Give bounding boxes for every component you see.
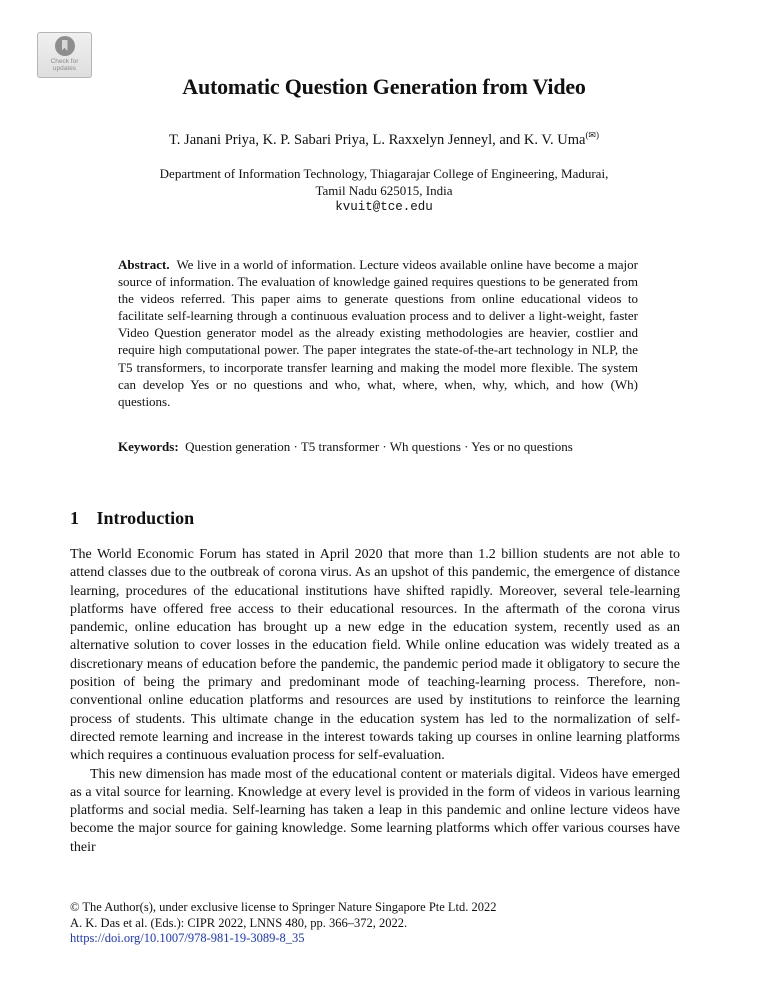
keywords-label: Keywords:: [118, 439, 179, 454]
author-email[interactable]: kvuit@tce.edu: [335, 200, 433, 214]
author-list: [0, 130, 768, 149]
doi-link[interactable]: https://doi.org/10.1007/978-981-19-3089-8_35: [70, 931, 305, 945]
bookmark-circle-icon: [55, 36, 75, 56]
envelope-icon: (✉): [585, 130, 599, 140]
keywords-text: Question generation · T5 transformer · Wh questions · Yes or no questions: [185, 439, 573, 454]
badge-label-line1: Check for: [50, 58, 79, 65]
copyright-line: © The Author(s), under exclusive license to Springer Nature Singapore Pte Ltd. 2022: [70, 900, 497, 914]
affiliation-line1: Department of Information Technology, Thiagarajar College of Engineering, Madurai,: [159, 166, 609, 181]
paragraph: This new dimension has made most of the educational content or materials digital. Videos have emerged as a vital source for learning. Knowledge at every level is provided in the form of videos in various learning platforms and social media. Self-learning has taken a leap in this pandemic and online lecture videos have become the major source for gaining knowledge. Some learning platforms which offer various courses have their: [70, 766, 680, 855]
check-for-updates-badge[interactable]: [37, 32, 92, 78]
badge-label-line2: updates: [52, 65, 77, 72]
abstract: [118, 256, 638, 410]
citation-line: A. K. Das et al. (Eds.): CIPR 2022, LNNS 480, pp. 366–372, 2022.: [70, 915, 408, 930]
paper-title: Automatic Question Generation from Video: [182, 74, 586, 99]
body-text: [70, 546, 680, 857]
affiliation-line2: Tamil Nadu 625015, India: [315, 183, 453, 198]
keywords: [118, 438, 638, 455]
abstract-label: Abstract.: [118, 257, 170, 272]
section-heading: [70, 508, 194, 529]
affiliation: [0, 165, 768, 216]
abstract-text: We live in a world of information. Lecture videos available online have become a major source of information. The evaluation of knowledge gained requires questions to be generated from the videos referred. This paper aims to generate questions from online educational videos to facilitate self-learning through a continuous evaluation process and to deliver a light-weight, faster Video Question generator model as the already existing methodologies are heavier, costlier and require high computational power. The paper integrates the state-of-the-art technology in NLP, the T5 transformers, to incorporate transfer learning and making the model more flexible. The system can develop Yes or no questions and who, what, where, when, why, which, and how (Wh) questions.: [118, 257, 638, 409]
author-names: T. Janani Priya, K. P. Sabari Priya, L. Raxxelyn Jenneyl, and K. V. Uma: [169, 132, 586, 148]
footer: [70, 900, 497, 947]
badge-label: [38, 58, 91, 72]
section-title: Introduction: [96, 508, 195, 528]
paragraph: The World Economic Forum has stated in April 2020 that more than 1.2 billion students are not able to attend classes due to the outbreak of corona virus. As an upshot of this pandemic, the emergence of distance learning, procedures of the educational institutions have shifted rapidly. Moreover, several tele-learning platforms have offered free access to their educational resources. In the aftermath of the corona virus pandemic, online education has brought up a new edge in the education system, recently used as an alternative solution to cover losses in the education field. While online education was widely treated as a discretionary means of education before the pandemic, the pandemic period made it obligatory to secure the position of being the primary and predominant mode of teaching-learning process. Therefore, non-conventional online education platforms and resources are used by institutions to reinforce the learning process of students. This ultimate change in the education system has led to the normalization of self-directed remote learning and increase in the interest towards taking up courses in online learning platforms which requires a continuous evaluation process for self-evaluation.: [70, 547, 680, 764]
section-number: 1: [70, 508, 79, 528]
